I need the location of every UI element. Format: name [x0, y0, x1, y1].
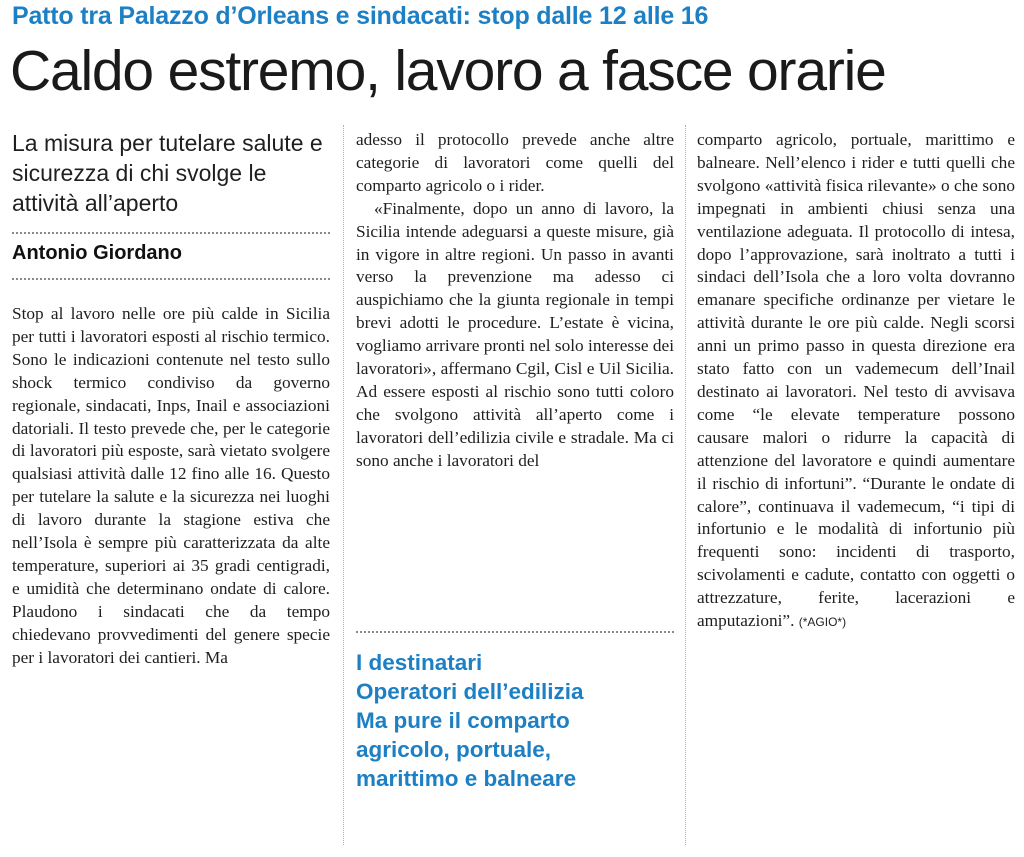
article-column-1: [12, 303, 330, 670]
column1-paragraph: Stop al lavoro nelle ore più calde in Sicilia per tutti i lavoratori esposti al rischio termico. Sono le indicazioni contenute nel testo sullo shock termico condiviso da governo regionale, sindacati, Inps, Inail e associazioni datoriali. Il testo prevede che, per le categorie di lavoratori più esposte, sarà vietato svolgere qualsiasi attività dalle 12 fino alle 16. Questo per tutelare la salute e la sicurezza nei luoghi di lavoro durante la stagione estiva che nell’Isola è sempre più caratterizzata da alte temperature, superiori ai 35 gradi centigradi, e umidità che determinano ondate di calore. Plaudono i sindacati che da tempo chiedevano provvedimenti del genere specie per i lavoratori dei cantieri. Ma: [12, 304, 330, 667]
byline-divider: [12, 278, 330, 280]
article-column-2: [356, 129, 674, 473]
kicker-title: Patto tra Palazzo d’Orleans e sindacati: stop dalle 12 alle 16: [12, 2, 709, 30]
subhead-divider: [12, 232, 330, 234]
pullquote-line-3: Ma pure il comparto: [356, 708, 570, 733]
author-byline: Antonio Giordano: [12, 242, 182, 264]
column-rule-2: [685, 125, 686, 845]
headline: Caldo estremo, lavoro a fasce orarie: [10, 39, 886, 103]
column3-text: comparto agricolo, portuale, marittimo e balneare. Nell’elenco i rider e tutti quelli che svolgono «attività fisica rilevante» o che sono impegnati in ambienti chiusi senza una ventilazione adeguata. Il protocollo di intesa, dopo l’approvazione, sarà inoltrato a tutti i sindaci dell’Isola che a loro volta dovranno emanare specifiche ordinanze per vietare le attività durante le ore più calde. Negli scorsi anni un primo passo in questa direzione era stato fatto con un vademecum dell’Inail destinato ai lavoratori. Nel testo di avvisava come “le elevate temperature possono causare malori o ridurre la capacità di attenzione del lavoratore e quindi aumentare il rischio di infortuni”. “Durante le ondate di calore”, continuava il vademecum, “i tipi di infortunio e le modalità di infortunio più frequenti sono: incidenti di trasporto, scivolamenti e cadute, contatto con oggetti o attrezzature, ferite, lacerazioni e amputazioni”.: [697, 130, 1015, 631]
column2-paragraph-1: adesso il protocollo prevede anche altre categorie di lavoratori come quelli del comparto agricolo o i rider.: [356, 130, 674, 195]
pullquote-line-5: marittimo e balneare: [356, 766, 577, 791]
subheadline: La misura per tutelare salute e sicurezza di chi svolge le attività all’aperto: [12, 130, 323, 216]
pullquote-line-2: Operatori dell’edilizia: [356, 679, 584, 704]
agency-signature: (*AGIO*): [798, 615, 847, 630]
pullquote-divider: [356, 631, 674, 633]
article-column-3: [697, 129, 1015, 634]
pullquote: [356, 648, 674, 793]
column2-paragraph-2: «Finalmente, dopo un anno di lavoro, la Sicilia intende adeguarsi a queste misure, già in vigore in altre regioni. Un passo in avanti verso la prevenzione ma adesso ci auspichiamo che la giunta regionale in tempi brevi adotti le procedure. L’estate è vicina, vogliamo arrivare pronti nel solo interesse dei lavoratori», affermano Cgil, Cisl e Uil Sicilia. Ad essere esposti al rischio sono tutti coloro che svolgono attività all’aperto come i lavoratori dell’edilizia civile e stradale. Ma ci sono anche i lavoratori del: [356, 198, 674, 470]
pullquote-line-1: I destinatari: [356, 650, 483, 675]
pullquote-line-4: agricolo, portuale,: [356, 737, 552, 762]
column3-paragraph: [697, 129, 1015, 634]
column-rule-1: [343, 125, 344, 845]
